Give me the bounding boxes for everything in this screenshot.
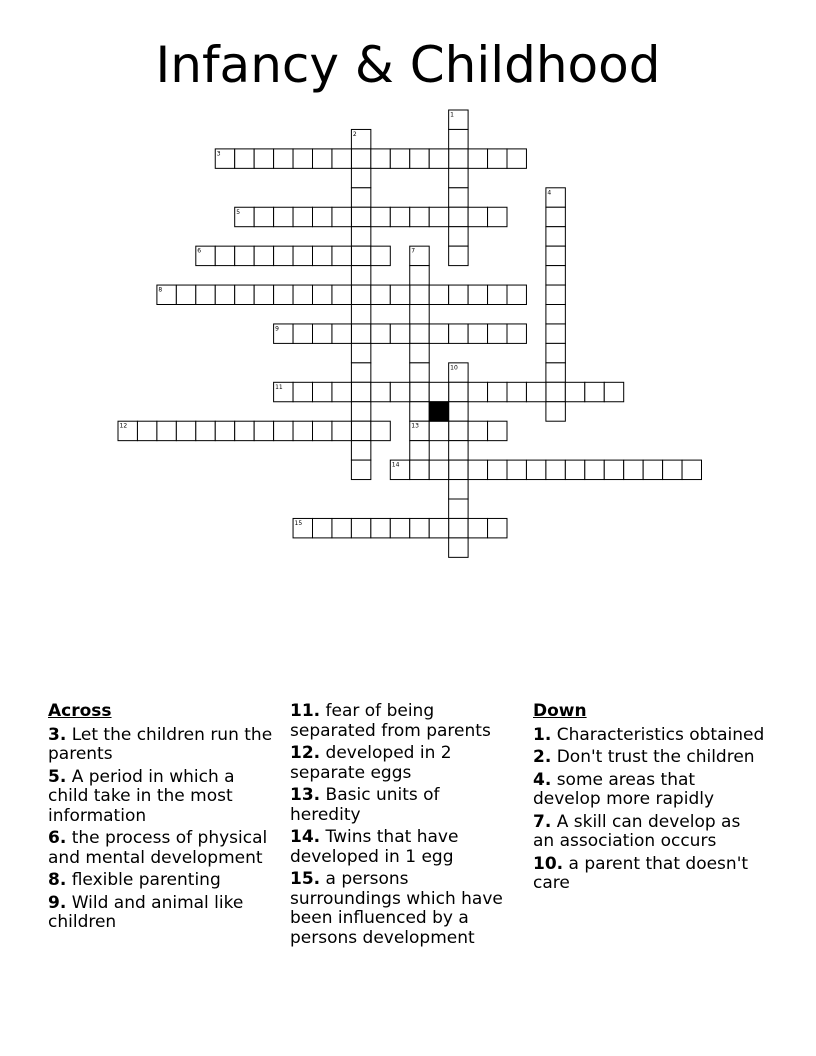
grid-cell[interactable] (429, 149, 448, 168)
grid-cell[interactable] (488, 324, 507, 343)
grid-cell[interactable] (410, 518, 429, 537)
grid-cell[interactable] (176, 421, 195, 440)
grid-cell[interactable] (468, 149, 487, 168)
clue-number: 11. (290, 701, 321, 721)
grid-cell[interactable] (468, 518, 487, 537)
clue-number: 8. (48, 870, 67, 890)
clue-number: 1. (533, 724, 552, 745)
grid-cell[interactable] (235, 421, 254, 440)
grid-cell[interactable] (351, 188, 370, 207)
grid-cell[interactable] (215, 421, 234, 440)
grid-cell[interactable] (176, 285, 195, 304)
grid-cell[interactable] (293, 285, 312, 304)
grid-cell[interactable] (313, 149, 332, 168)
grid-cell[interactable] (235, 285, 254, 304)
grid-cell[interactable] (449, 382, 468, 401)
grid-cell[interactable] (468, 421, 487, 440)
clue-number: 12. (290, 743, 321, 763)
puzzle-title: Infancy & Childhood (155, 36, 661, 94)
grid-cell[interactable] (351, 460, 370, 479)
grid-cell[interactable] (488, 382, 507, 401)
clue-item (48, 768, 273, 827)
grid-cell[interactable] (585, 382, 604, 401)
grid-cell[interactable] (507, 382, 526, 401)
grid-cell[interactable] (390, 207, 409, 226)
grid-cell[interactable] (449, 421, 468, 440)
grid-cell[interactable] (351, 246, 370, 265)
clue-number: 7. (533, 811, 552, 832)
grid-cell[interactable] (410, 149, 429, 168)
grid-cell[interactable] (643, 460, 662, 479)
grid-cell[interactable] (546, 266, 565, 285)
grid-cell[interactable] (371, 285, 390, 304)
grid-cell[interactable] (293, 207, 312, 226)
grid-cell[interactable] (274, 149, 293, 168)
clue-item (533, 771, 765, 810)
grid-cell[interactable] (546, 402, 565, 421)
grid-cell[interactable] (410, 305, 429, 324)
cell-number: 11 (275, 383, 283, 391)
grid-cell[interactable] (196, 285, 215, 304)
grid-cell[interactable] (585, 460, 604, 479)
grid-cell[interactable] (313, 324, 332, 343)
grid-cell[interactable] (410, 266, 429, 285)
grid-cell[interactable] (546, 382, 565, 401)
grid-cell[interactable] (468, 285, 487, 304)
grid-cell[interactable] (351, 285, 370, 304)
cell-number: 7 (411, 247, 416, 255)
down-heading: Down (533, 701, 587, 721)
grid-cell[interactable] (371, 207, 390, 226)
clue-item (533, 726, 765, 746)
grid-cell[interactable] (235, 246, 254, 265)
clue-number: 6. (48, 828, 67, 848)
grid-cell[interactable] (235, 149, 254, 168)
grid-cell[interactable] (449, 441, 468, 460)
cell-number: 14 (391, 461, 400, 469)
clue-text: fear of being separated from parents (290, 701, 491, 741)
grid-cell[interactable] (507, 285, 526, 304)
grid-cell[interactable] (313, 518, 332, 537)
clue-item (290, 870, 515, 948)
clue-text: Don't trust the children (556, 747, 755, 767)
grid-cell[interactable] (293, 324, 312, 343)
grid-cell[interactable] (410, 460, 429, 479)
clue-number: 13. (290, 785, 321, 805)
clue-number: 2. (533, 747, 552, 767)
clue-item (290, 702, 515, 741)
grid-cell[interactable] (488, 421, 507, 440)
clue-item (48, 871, 273, 891)
cell-number: 12 (119, 422, 128, 430)
grid-cell[interactable] (371, 246, 390, 265)
grid-cell[interactable] (546, 363, 565, 382)
grid-cell[interactable] (293, 421, 312, 440)
grid-cell[interactable] (468, 207, 487, 226)
grid-cell[interactable] (449, 499, 468, 518)
clue-text: Twins that have developed in 1 egg (290, 827, 459, 867)
cell-number: 4 (547, 189, 552, 197)
grid-cell[interactable] (313, 285, 332, 304)
grid-cell[interactable] (663, 460, 682, 479)
grid-cell[interactable] (254, 246, 273, 265)
down-clues-column (533, 702, 765, 897)
across-heading: Across (48, 701, 112, 721)
clue-number: 4. (533, 769, 552, 790)
grid-cell[interactable] (410, 363, 429, 382)
grid-cell[interactable] (351, 168, 370, 187)
clue-item (533, 748, 765, 768)
grid-cell[interactable] (274, 207, 293, 226)
grid-cell[interactable] (546, 305, 565, 324)
grid-cell[interactable] (351, 207, 370, 226)
clue-text: Let the children run the parents (48, 724, 273, 764)
grid-cell[interactable] (546, 207, 565, 226)
grid-cell[interactable] (351, 227, 370, 246)
grid-cell[interactable] (449, 168, 468, 187)
grid-cell[interactable] (371, 324, 390, 343)
grid-cell[interactable] (546, 246, 565, 265)
grid-cell[interactable] (332, 285, 351, 304)
clue-number: 5. (48, 766, 67, 787)
grid-cell[interactable] (429, 285, 448, 304)
grid-cell[interactable] (274, 246, 293, 265)
clue-item (48, 726, 273, 765)
grid-cell[interactable] (351, 305, 370, 324)
grid-cell[interactable] (449, 402, 468, 421)
cell-number: 15 (294, 519, 303, 527)
grid-cell[interactable] (254, 421, 273, 440)
grid-cell[interactable] (488, 207, 507, 226)
grid-cell[interactable] (565, 460, 584, 479)
grid-cell[interactable] (274, 421, 293, 440)
grid-cell[interactable] (449, 460, 468, 479)
clue-text: Wild and animal like children (48, 892, 244, 932)
grid-cell[interactable] (429, 421, 448, 440)
grid-cell[interactable] (429, 460, 448, 479)
grid-cell[interactable] (371, 149, 390, 168)
grid-cell[interactable] (429, 518, 448, 537)
grid-cell[interactable] (468, 382, 487, 401)
grid-cell[interactable] (313, 207, 332, 226)
grid-cell[interactable] (371, 421, 390, 440)
grid-cell[interactable] (371, 382, 390, 401)
across-clues-column-continued (290, 702, 515, 951)
grid-cell[interactable] (488, 285, 507, 304)
grid-cell[interactable] (604, 382, 623, 401)
grid-cell[interactable] (313, 246, 332, 265)
grid-cell[interactable] (410, 343, 429, 362)
grid-cell[interactable] (449, 227, 468, 246)
grid-cell[interactable] (682, 460, 701, 479)
grid-cell[interactable] (371, 518, 390, 537)
clue-text: developed in 2 separate eggs (290, 743, 452, 783)
grid-cell[interactable] (157, 421, 176, 440)
grid-cell[interactable] (410, 402, 429, 421)
grid-cell[interactable] (254, 149, 273, 168)
grid-cell-shaded (429, 402, 448, 421)
grid-cell[interactable] (137, 421, 156, 440)
grid-cell[interactable] (507, 149, 526, 168)
grid-cell[interactable] (293, 149, 312, 168)
clue-number: 15. (290, 869, 321, 889)
grid-cell[interactable] (449, 246, 468, 265)
cell-number: 5 (236, 208, 241, 216)
clue-number: 10. (533, 853, 564, 874)
grid-cell[interactable] (351, 402, 370, 421)
grid-cell[interactable] (449, 480, 468, 499)
grid-cell[interactable] (390, 518, 409, 537)
clue-text: a persons surroundings which have been influenced by a persons development (290, 869, 503, 948)
clue-text: Basic units of heredity (290, 785, 440, 825)
grid-cell[interactable] (332, 207, 351, 226)
clue-text: Characteristics obtained (556, 724, 765, 745)
clue-item (48, 894, 273, 933)
clue-text: flexible parenting (71, 870, 221, 890)
grid-cell[interactable] (254, 207, 273, 226)
grid-cell[interactable] (429, 207, 448, 226)
cell-number: 13 (411, 422, 419, 430)
grid-cell[interactable] (468, 324, 487, 343)
cell-number: 1 (450, 111, 454, 119)
cell-number: 8 (158, 286, 163, 294)
clue-text: A period in which a child take in the most information (48, 766, 235, 826)
grid-cell[interactable] (546, 343, 565, 362)
grid-cell[interactable] (410, 441, 429, 460)
grid-cell[interactable] (410, 324, 429, 343)
grid-cell[interactable] (215, 285, 234, 304)
grid-cell[interactable] (507, 324, 526, 343)
grid-cell[interactable] (332, 324, 351, 343)
grid-cell[interactable] (410, 285, 429, 304)
grid-cell[interactable] (410, 382, 429, 401)
clue-item (290, 828, 515, 867)
grid-cell[interactable] (313, 421, 332, 440)
clue-item (48, 829, 273, 868)
grid-cell[interactable] (526, 382, 545, 401)
cell-number: 9 (275, 325, 279, 333)
clue-item (533, 813, 765, 852)
clue-item (290, 786, 515, 825)
grid-cell[interactable] (351, 266, 370, 285)
grid-cell[interactable] (215, 246, 234, 265)
clue-number: 14. (290, 827, 321, 847)
grid-cell[interactable] (429, 382, 448, 401)
grid-cell[interactable] (351, 149, 370, 168)
grid-cell[interactable] (449, 129, 468, 148)
grid-cell[interactable] (429, 324, 448, 343)
grid-cell[interactable] (351, 518, 370, 537)
grid-cell[interactable] (526, 460, 545, 479)
grid-cell[interactable] (351, 421, 370, 440)
grid-cell[interactable] (390, 149, 409, 168)
clue-number: 9. (48, 892, 67, 913)
grid-cell[interactable] (449, 518, 468, 537)
cell-number: 3 (216, 150, 221, 158)
clue-number: 3. (48, 724, 67, 745)
grid-cell[interactable] (546, 227, 565, 246)
clue-text: the process of physical and mental development (48, 828, 268, 868)
grid-cell[interactable] (546, 324, 565, 343)
grid-cell[interactable] (293, 382, 312, 401)
clue-item (533, 855, 765, 894)
grid-cell[interactable] (565, 382, 584, 401)
grid-cell[interactable] (624, 460, 643, 479)
grid-cell[interactable] (488, 460, 507, 479)
grid-cell[interactable] (449, 149, 468, 168)
grid-cell[interactable] (390, 285, 409, 304)
grid-cell[interactable] (274, 285, 293, 304)
grid-cell[interactable] (332, 149, 351, 168)
grid-cell[interactable] (332, 382, 351, 401)
grid-cell[interactable] (449, 188, 468, 207)
grid-cell[interactable] (351, 363, 370, 382)
grid-cell[interactable] (546, 460, 565, 479)
grid-cell[interactable] (410, 207, 429, 226)
grid-cell[interactable] (332, 421, 351, 440)
grid-cell[interactable] (196, 421, 215, 440)
grid-cell[interactable] (449, 285, 468, 304)
grid-cell[interactable] (254, 285, 273, 304)
grid-cell[interactable] (332, 518, 351, 537)
grid-cell[interactable] (468, 460, 487, 479)
across-clues-column (48, 702, 273, 936)
clue-text: a parent that doesn't care (533, 853, 749, 893)
grid-cell[interactable] (390, 324, 409, 343)
grid-cell[interactable] (390, 382, 409, 401)
grid-cell[interactable] (313, 382, 332, 401)
grid-cell[interactable] (449, 324, 468, 343)
grid-cell[interactable] (604, 460, 623, 479)
cell-number: 2 (352, 130, 357, 138)
grid-cell[interactable] (351, 441, 370, 460)
cell-number: 6 (197, 247, 202, 255)
grid-cell[interactable] (449, 207, 468, 226)
grid-cell[interactable] (507, 460, 526, 479)
clue-text: A skill can develop as an association occurs (533, 811, 741, 851)
grid-cell[interactable] (332, 246, 351, 265)
grid-cell[interactable] (488, 518, 507, 537)
clue-item (290, 744, 515, 783)
grid-cell[interactable] (488, 149, 507, 168)
grid-cell[interactable] (351, 324, 370, 343)
grid-cell[interactable] (293, 246, 312, 265)
grid-cell[interactable] (546, 285, 565, 304)
cell-number: 10 (450, 364, 458, 372)
grid-cell[interactable] (351, 343, 370, 362)
grid-cell[interactable] (351, 382, 370, 401)
grid-cell[interactable] (449, 538, 468, 557)
clue-text: some areas that develop more rapidly (533, 769, 715, 809)
